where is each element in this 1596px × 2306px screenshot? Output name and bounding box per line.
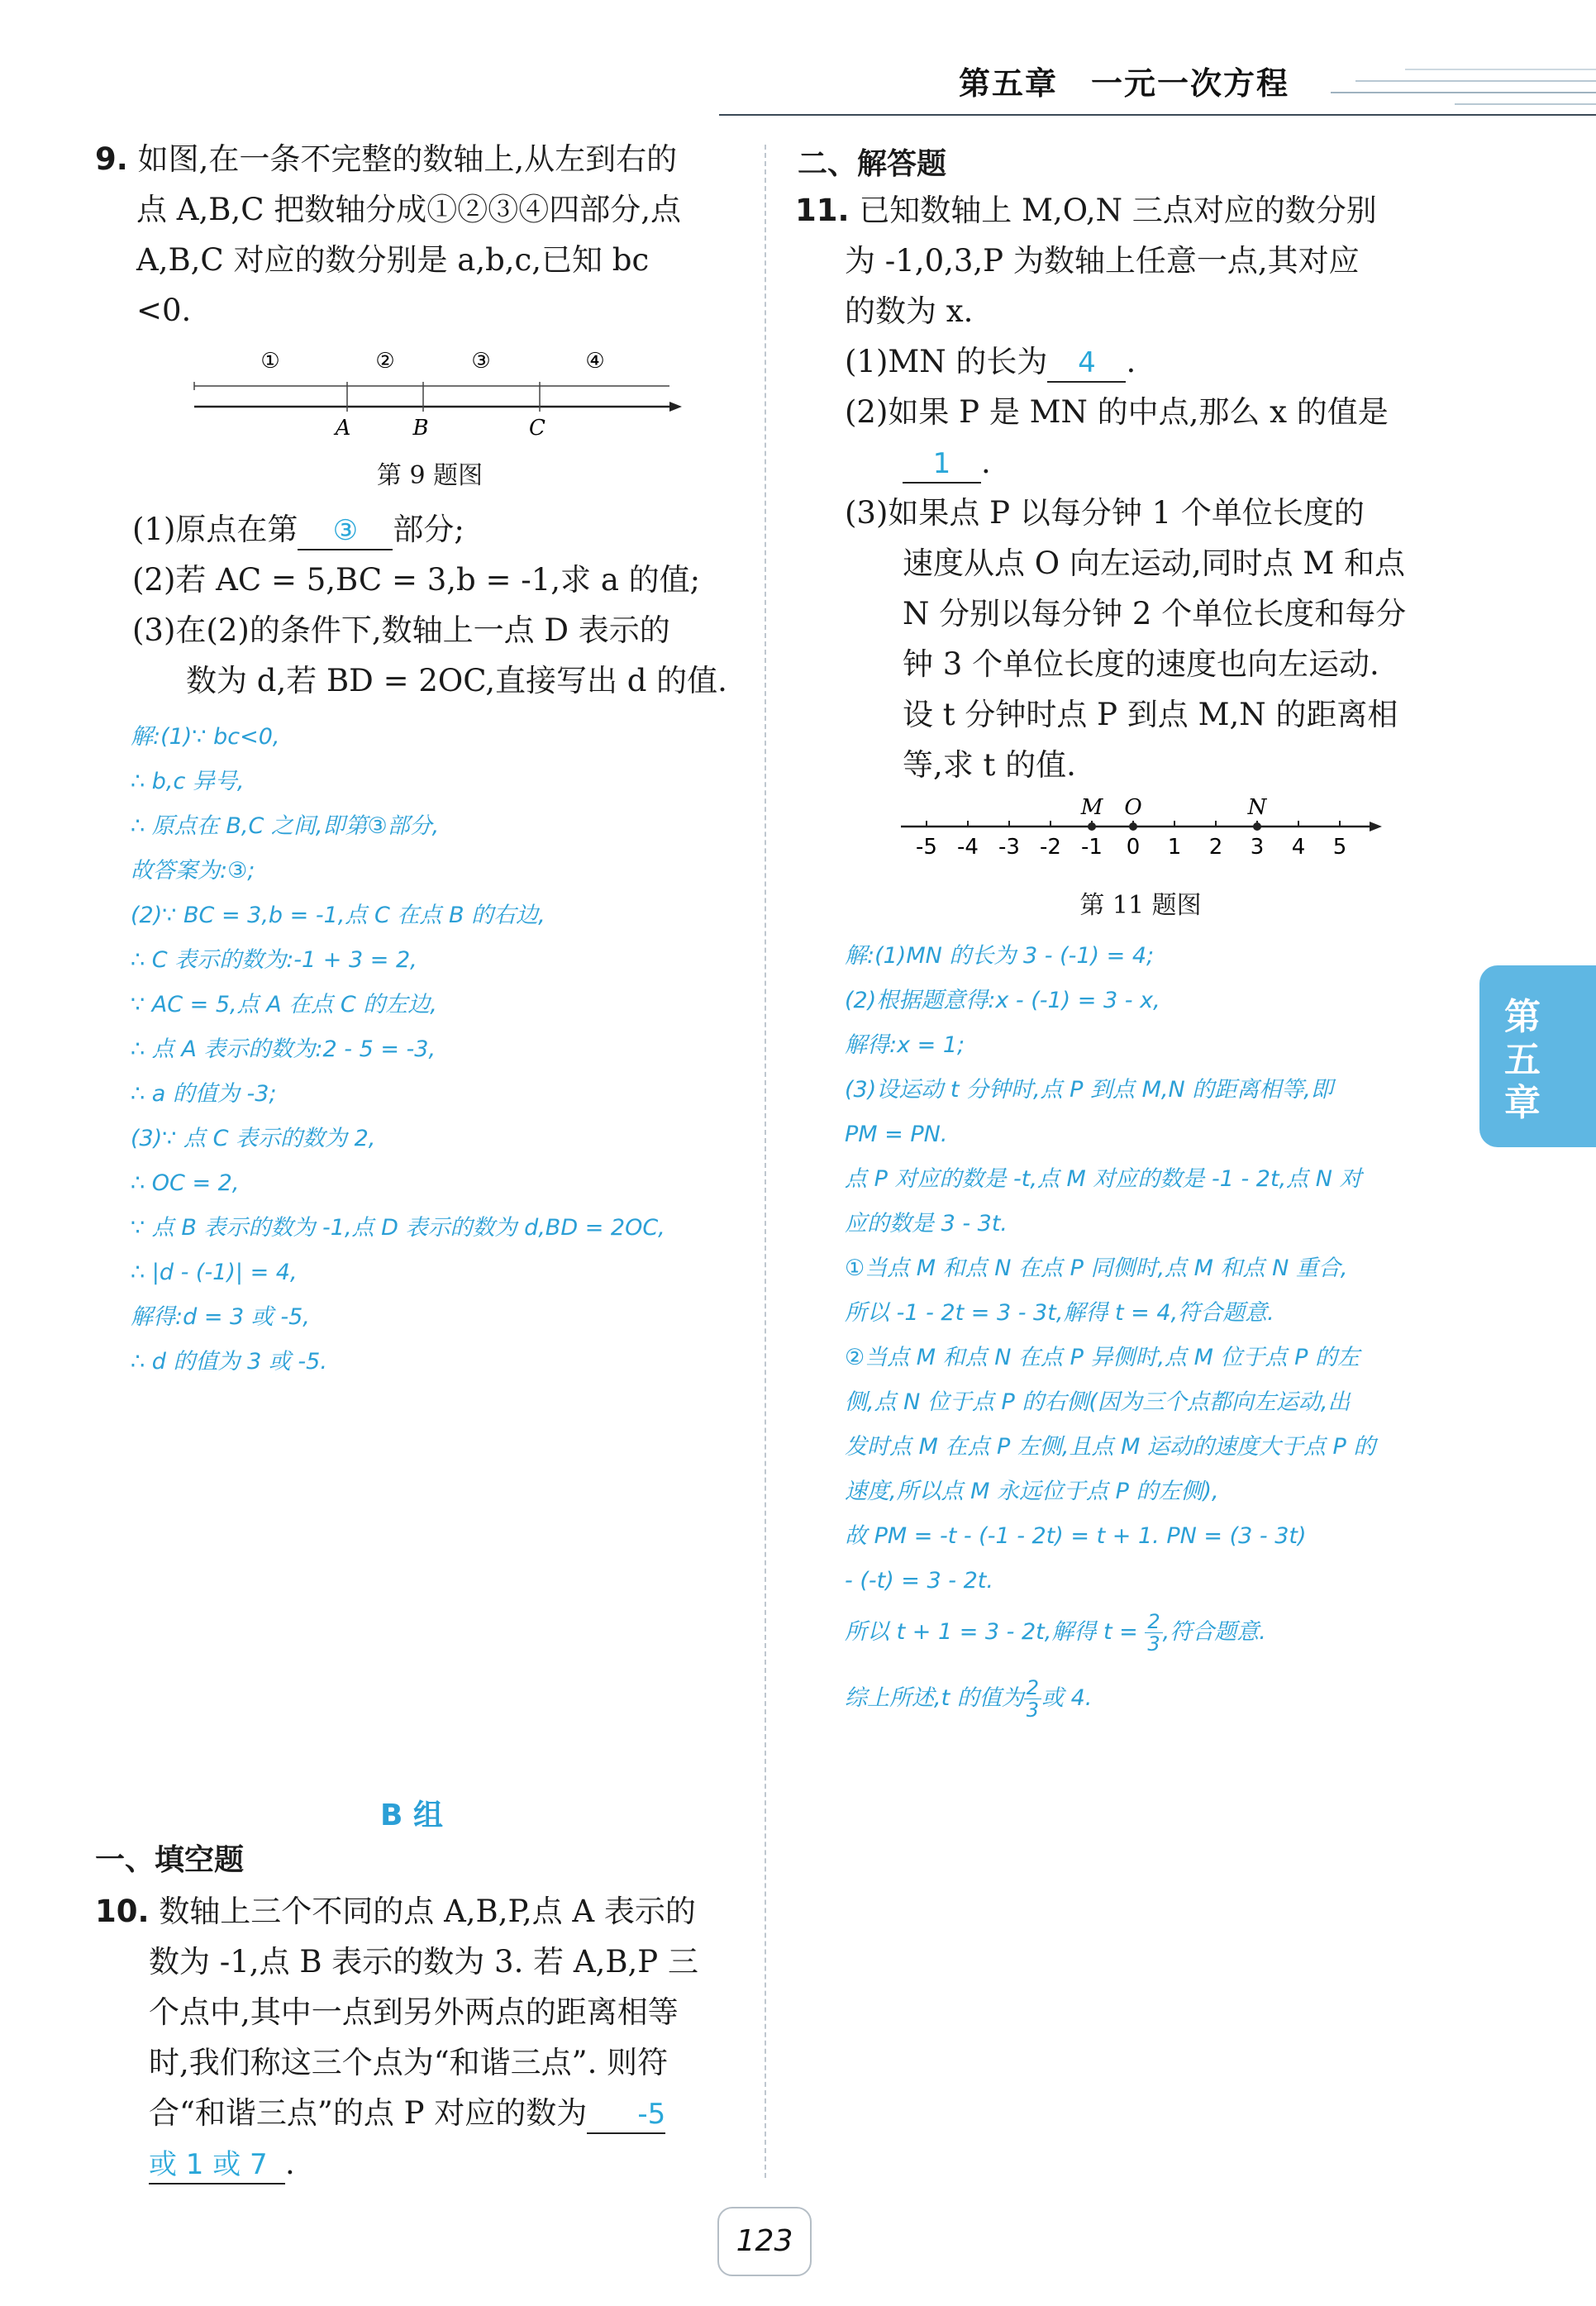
fraction xyxy=(1024,1677,1041,1721)
solution-line: (3)∵ 点 C 表示的数为 2, xyxy=(131,1126,376,1151)
q11-point-label: O xyxy=(1124,795,1142,820)
point-m-dot xyxy=(1088,822,1096,831)
q9-part3: 数为 d,若 BD = 2OC,直接写出 d 的值. xyxy=(186,663,727,698)
solution-line: 点 P 对应的数是 -t,点 M 对应的数是 -1 - 2t,点 N 对 xyxy=(845,1166,1362,1192)
question-9 xyxy=(95,134,748,336)
q9-solution xyxy=(131,715,750,1384)
solution-line: 解得:d = 3 或 -5, xyxy=(131,1304,310,1330)
tick-label: 1 xyxy=(1167,835,1182,860)
header-rule xyxy=(719,114,1596,116)
solution-line: ∴ C 表示的数为:-1 + 3 = 2, xyxy=(131,947,417,973)
q9-line: 点 A,B,C 把数轴分成①②③④四部分,点 xyxy=(136,192,682,227)
solution-line: 故答案为:③; xyxy=(131,858,255,884)
q11-part2-answer: 1 xyxy=(903,445,981,484)
solution-line: 应的数是 3 - 3t. xyxy=(845,1211,1008,1236)
chapter-label: 第五章 xyxy=(959,65,1059,102)
solution-text: 所以 t + 1 = 3 - 2t,解得 t = xyxy=(845,1619,1138,1645)
solution-line: ∴ |d - (-1)| = 4, xyxy=(131,1260,298,1285)
q11-solution xyxy=(845,934,1460,1721)
fraction-numerator: 2 xyxy=(1145,1611,1162,1633)
fraction-denominator: 3 xyxy=(1147,1632,1160,1656)
solution-line: (2)根据题意得:x - (-1) = 3 - x, xyxy=(845,988,1160,1013)
tick-label: -2 xyxy=(1040,835,1061,860)
tick-label: -3 xyxy=(998,835,1020,860)
q9-region-label: ① xyxy=(260,349,280,374)
solution-line: (3)设运动 t 分钟时,点 P 到点 M,N 的距离相等,即 xyxy=(845,1077,1333,1103)
q11-part3: 钟 3 个单位长度的速度也向左运动. xyxy=(903,646,1379,682)
q10-answer-a: -5 xyxy=(587,2096,665,2134)
solution-line: ②当点 M 和点 N 在点 P 异侧时,点 M 位于点 P 的左 xyxy=(845,1345,1360,1370)
q11-number: 11. xyxy=(795,193,850,228)
q9-part1-text: (1)原点在第 xyxy=(132,512,298,547)
tick-label: -1 xyxy=(1081,835,1103,860)
q10-answer-b: 或 1 或 7 xyxy=(149,2146,285,2185)
tick-label: -5 xyxy=(916,835,937,860)
q10-line xyxy=(95,2088,748,2138)
q11-part3: 速度从点 O 向左运动,同时点 M 和点 xyxy=(903,546,1406,581)
tick-label: 4 xyxy=(1291,835,1306,860)
q10-line: 时,我们称这三个点为“和谐三点”. 则符 xyxy=(149,2045,669,2080)
fraction-denominator: 3 xyxy=(1026,1699,1040,1722)
q11-line xyxy=(795,185,1448,236)
section-fill-in-blank: 一、填空题 xyxy=(95,1843,245,1877)
solution-line: 发时点 M 在点 P 左侧,且点 M 运动的速度大于点 P 的 xyxy=(845,1434,1376,1460)
solution-line: ∵ 点 B 表示的数为 -1,点 D 表示的数为 d,BD = 2OC, xyxy=(131,1215,665,1241)
q9-line xyxy=(95,134,748,184)
solution-line: 解:(1)MN 的长为 3 - (-1) = 4; xyxy=(845,943,1155,969)
q9-stem-text: 如图,在一条不完整的数轴上,从左到右的 xyxy=(137,141,678,177)
column-divider xyxy=(765,145,766,2178)
solution-text: 综上所述,t 的值为 xyxy=(845,1685,1024,1711)
q9-region-label: ② xyxy=(375,349,395,374)
q10-number: 10. xyxy=(95,1894,150,1929)
q9-region-label: ④ xyxy=(585,349,605,374)
q9-part1-end: 部分; xyxy=(393,512,465,547)
q11-text: 已知数轴上 M,O,N 三点对应的数分别 xyxy=(859,193,1377,228)
q11-part3: N 分别以每分钟 2 个单位长度和每分 xyxy=(903,596,1407,631)
q9-point-label: A xyxy=(335,416,351,438)
q11-part1-answer: 4 xyxy=(1047,345,1126,383)
q9-point-label: B xyxy=(412,416,429,438)
header-decoration xyxy=(1331,60,1596,111)
q10-end: . xyxy=(285,2146,295,2181)
q9-number: 9. xyxy=(95,141,128,177)
chapter-side-tab-label xyxy=(1498,996,1547,1125)
solution-line: 故 PM = -t - (-1 - 2t) = t + 1. PN = (3 - 3t) xyxy=(845,1523,1307,1549)
section-answer-questions: 二、解答题 xyxy=(798,147,947,181)
solution-line: ①当点 M 和点 N 在点 P 同侧时,点 M 和点 N 重合, xyxy=(845,1255,1348,1281)
q11-part3: (3)如果点 P 以每分钟 1 个单位长度的 xyxy=(845,495,1365,531)
tick-label: 2 xyxy=(1208,835,1223,860)
q9-parts xyxy=(132,504,760,706)
solution-line: ∴ 原点在 B,C 之间,即第③部分, xyxy=(131,813,440,839)
q10-text: 数轴上三个不同的点 A,B,P,点 A 表示的 xyxy=(159,1894,696,1929)
solution-line: ∵ AC = 5,点 A 在点 C 的左边, xyxy=(131,992,437,1017)
fraction-numerator: 2 xyxy=(1024,1677,1041,1699)
q11-point-label: N xyxy=(1247,795,1267,820)
q9-point-label: C xyxy=(529,416,545,438)
solution-line: ∴ b,c 异号, xyxy=(131,769,245,794)
q9-part1-answer: ③ xyxy=(298,512,393,550)
solution-line: 侧,点 N 位于点 P 的右侧(因为三个点都向左运动,出 xyxy=(845,1389,1351,1415)
solution-line: 速度,所以点 M 永远位于点 P 的左侧), xyxy=(845,1479,1219,1504)
question-11 xyxy=(795,185,1448,790)
solution-line: 解得:x = 1; xyxy=(845,1032,965,1058)
tick-label: 5 xyxy=(1332,835,1347,860)
solution-line: 解:(1)∵ bc<0, xyxy=(131,724,280,750)
q11-part1-end: . xyxy=(1126,344,1136,379)
q11-part1-text: (1)MN 的长为 xyxy=(845,344,1048,379)
point-n-dot xyxy=(1253,822,1261,831)
q9-line: <0. xyxy=(136,293,192,328)
group-b-title: B 组 xyxy=(380,1799,443,1832)
q9-part1 xyxy=(132,504,760,555)
solution-text: ,符合题意. xyxy=(1162,1619,1266,1645)
q11-point-label: M xyxy=(1080,795,1103,820)
q9-figure-caption: 第 9 题图 xyxy=(376,461,484,490)
q11-part3: 等,求 t 的值. xyxy=(903,747,1076,783)
q10-text: 合“和谐三点”的点 P 对应的数为 xyxy=(149,2095,588,2131)
q10-line xyxy=(95,2138,748,2189)
solution-line: ∴ a 的值为 -3; xyxy=(131,1081,277,1107)
chapter-header xyxy=(959,58,1322,103)
q9-number-line-figure xyxy=(186,339,682,438)
q10-line: 数为 -1,点 B 表示的数为 3. 若 A,B,P 三 xyxy=(149,1944,698,1980)
q9-part2: (2)若 AC = 5,BC = 3,b = -1,求 a 的值; xyxy=(132,562,701,598)
solution-line: (2)∵ BC = 3,b = -1,点 C 在点 B 的右边, xyxy=(131,903,545,928)
solution-line: ∴ 点 A 表示的数为:2 - 5 = -3, xyxy=(131,1036,436,1062)
solution-line: ∴ d 的值为 3 或 -5. xyxy=(131,1349,327,1375)
q11-part3: 设 t 分钟时点 P 到点 M,N 的距离相 xyxy=(903,697,1398,732)
point-o-dot xyxy=(1129,822,1137,831)
solution-line xyxy=(845,1610,1460,1655)
q11-part1 xyxy=(795,336,1448,387)
q11-figure-caption: 第 11 题图 xyxy=(1079,891,1202,920)
chapter-title: 一元一次方程 xyxy=(1091,65,1290,102)
side-tab-text: 第 五 章 xyxy=(1504,996,1541,1124)
q9-part3: (3)在(2)的条件下,数轴上一点 D 表示的 xyxy=(132,612,670,648)
page-number: 123 xyxy=(717,2207,812,2276)
q11-number-line-figure xyxy=(897,789,1384,864)
solution-line xyxy=(845,1676,1460,1721)
q11-line: 的数为 x. xyxy=(845,293,974,329)
tick-label: 3 xyxy=(1250,835,1265,860)
q9-region-label: ③ xyxy=(471,349,491,374)
q11-part2-answer-line xyxy=(795,437,1448,488)
q10-line xyxy=(95,1886,748,1937)
tick-label: -4 xyxy=(957,835,979,860)
solution-text: 或 4. xyxy=(1041,1685,1093,1711)
question-10 xyxy=(95,1886,748,2189)
q10-line: 个点中,其中一点到另外两点的距离相等 xyxy=(149,1994,679,2030)
solution-line: PM = PN. xyxy=(845,1122,948,1147)
solution-line: ∴ OC = 2, xyxy=(131,1170,240,1196)
q11-part2-end: . xyxy=(981,445,991,480)
tick-label: 0 xyxy=(1126,835,1141,860)
q11-line: 为 -1,0,3,P 为数轴上任意一点,其对应 xyxy=(845,243,1360,279)
q11-part2: (2)如果 P 是 MN 的中点,那么 x 的值是 xyxy=(845,394,1389,430)
solution-line: - (-t) = 3 - 2t. xyxy=(845,1568,993,1594)
fraction xyxy=(1145,1611,1162,1655)
solution-line: 所以 -1 - 2t = 3 - 3t,解得 t = 4,符合题意. xyxy=(845,1300,1274,1326)
q9-line: A,B,C 对应的数分别是 a,b,c,已知 bc xyxy=(136,242,650,278)
